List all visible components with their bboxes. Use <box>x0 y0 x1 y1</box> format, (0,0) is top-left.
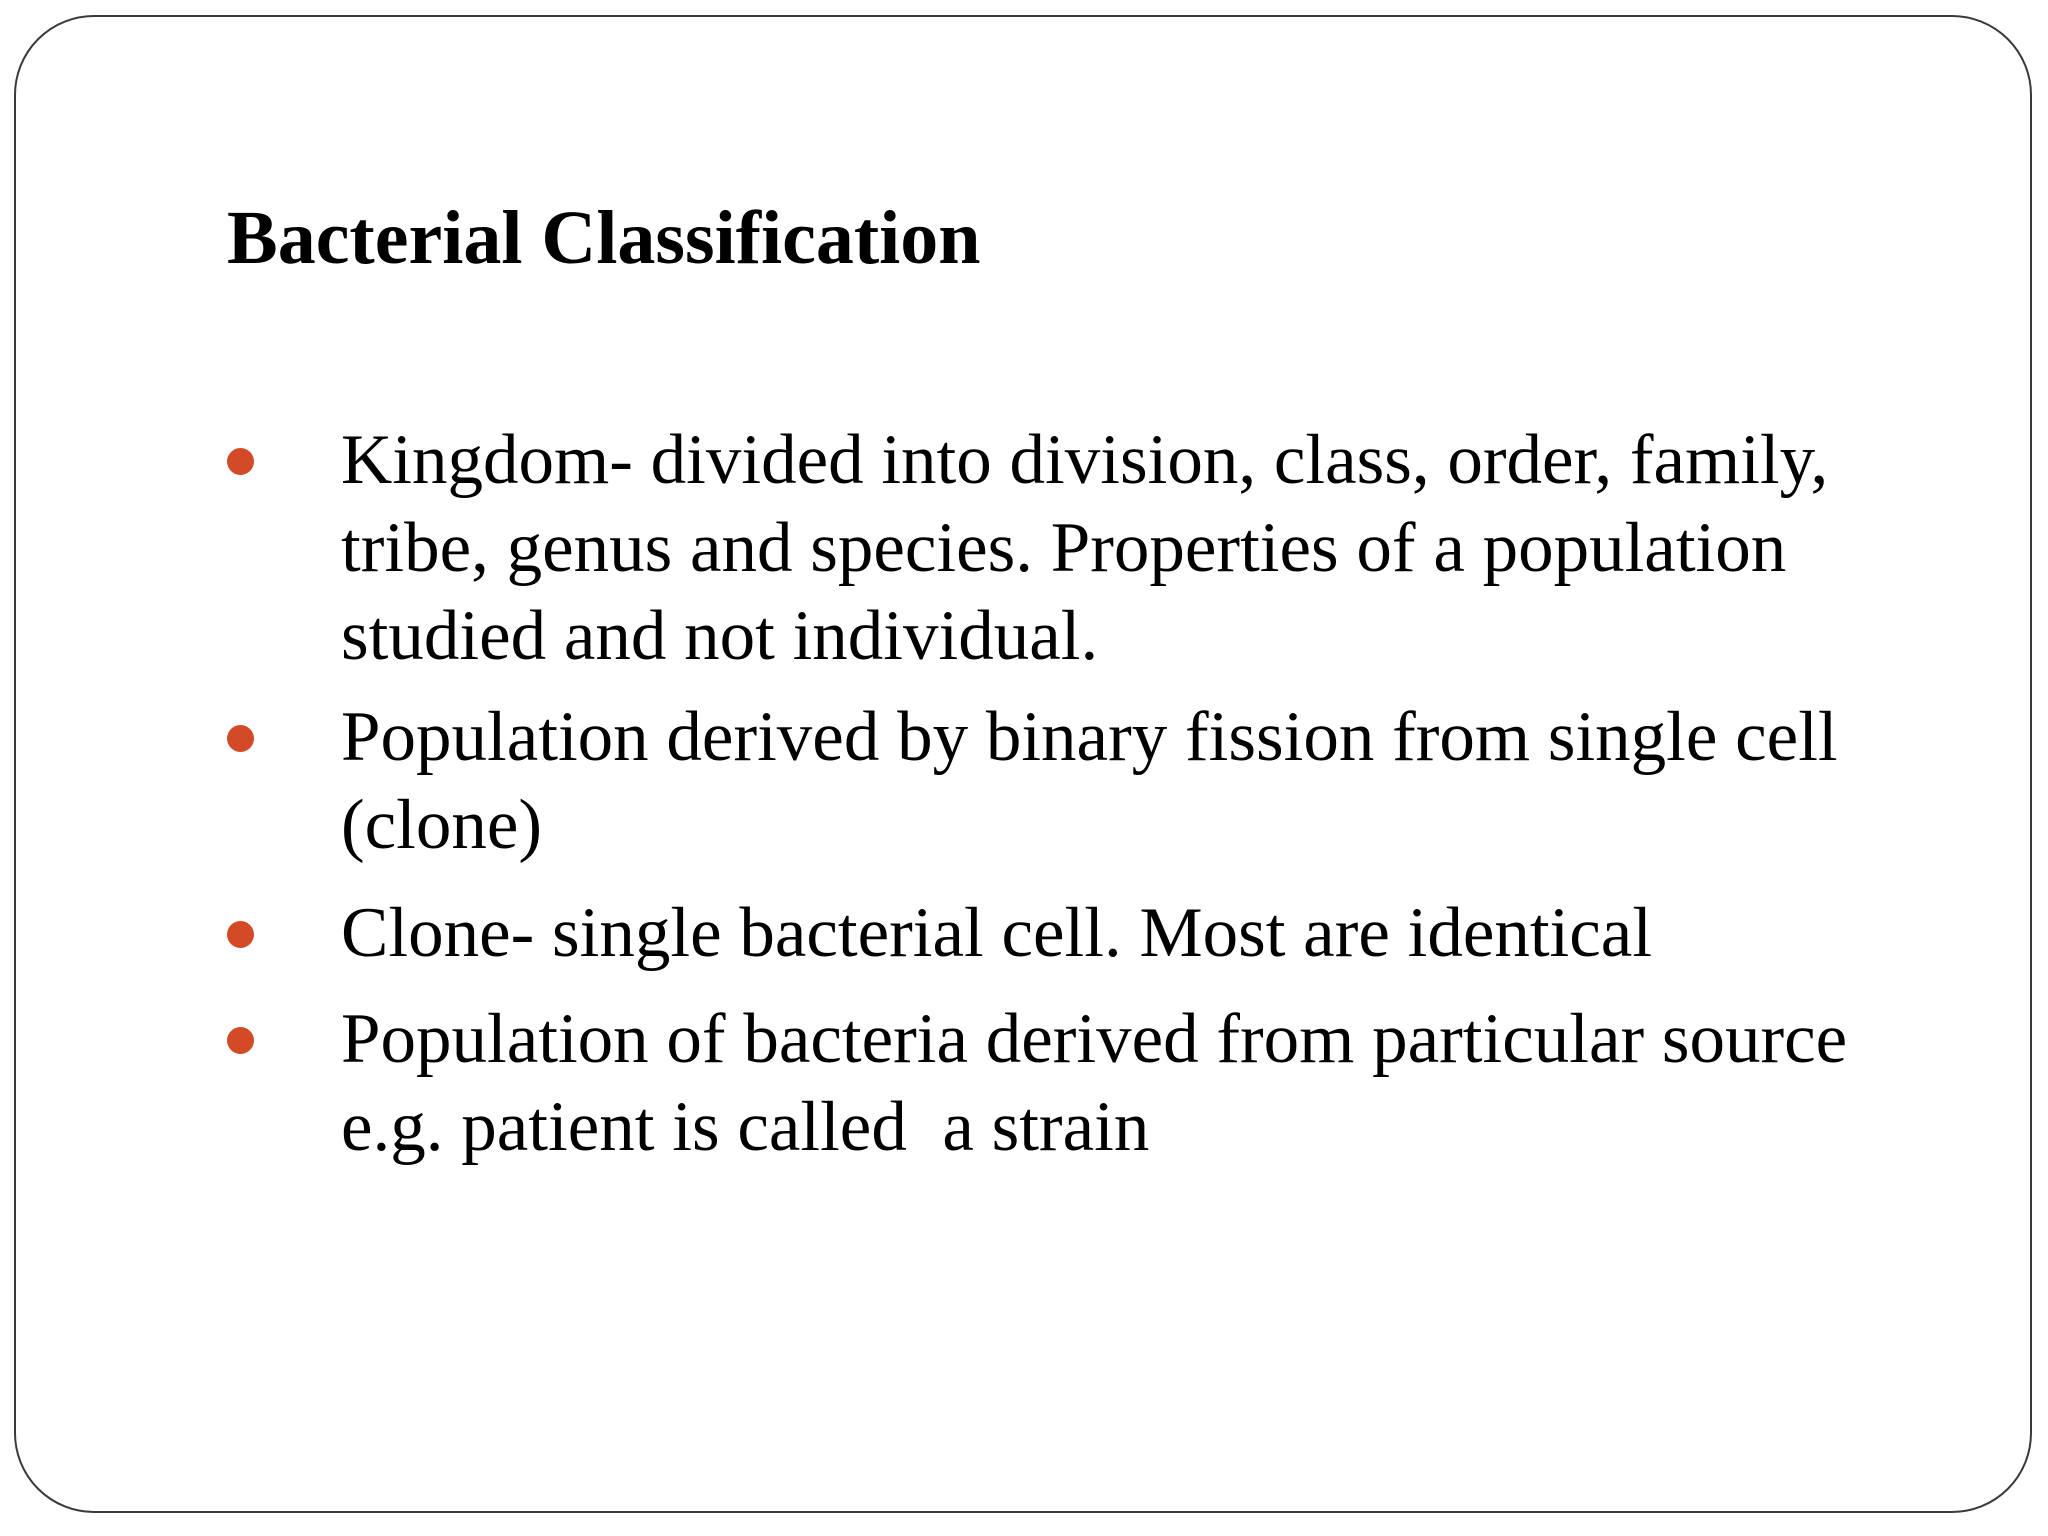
slide-title: Bacterial Classification <box>227 196 981 280</box>
bullet-text <box>341 416 1961 680</box>
bullet-dot-icon <box>227 725 254 752</box>
bullet-line: Clone- single bacterial cell. Most are identical <box>341 894 1653 972</box>
bullet-line: e.g. patient is called a strain <box>341 1088 1150 1166</box>
bullet-line: (clone) <box>341 786 543 864</box>
bullet-dot-icon <box>227 1027 254 1054</box>
bullet-line: Kingdom- divided into division, class, order, family, <box>341 421 1829 499</box>
bullet-line: Population of bacteria derived from particular source <box>341 1000 1848 1078</box>
bullet-text <box>341 693 1961 869</box>
bullet-dot-icon <box>227 921 254 948</box>
bullet-text <box>341 995 1961 1171</box>
bullet-line: Population derived by binary fission from single cell <box>341 698 1838 776</box>
bullet-text <box>341 889 1961 977</box>
bullet-line: tribe, genus and species. Properties of a population <box>341 509 1787 587</box>
bullet-line: studied and not individual. <box>341 597 1099 675</box>
bullet-dot-icon <box>227 448 254 475</box>
